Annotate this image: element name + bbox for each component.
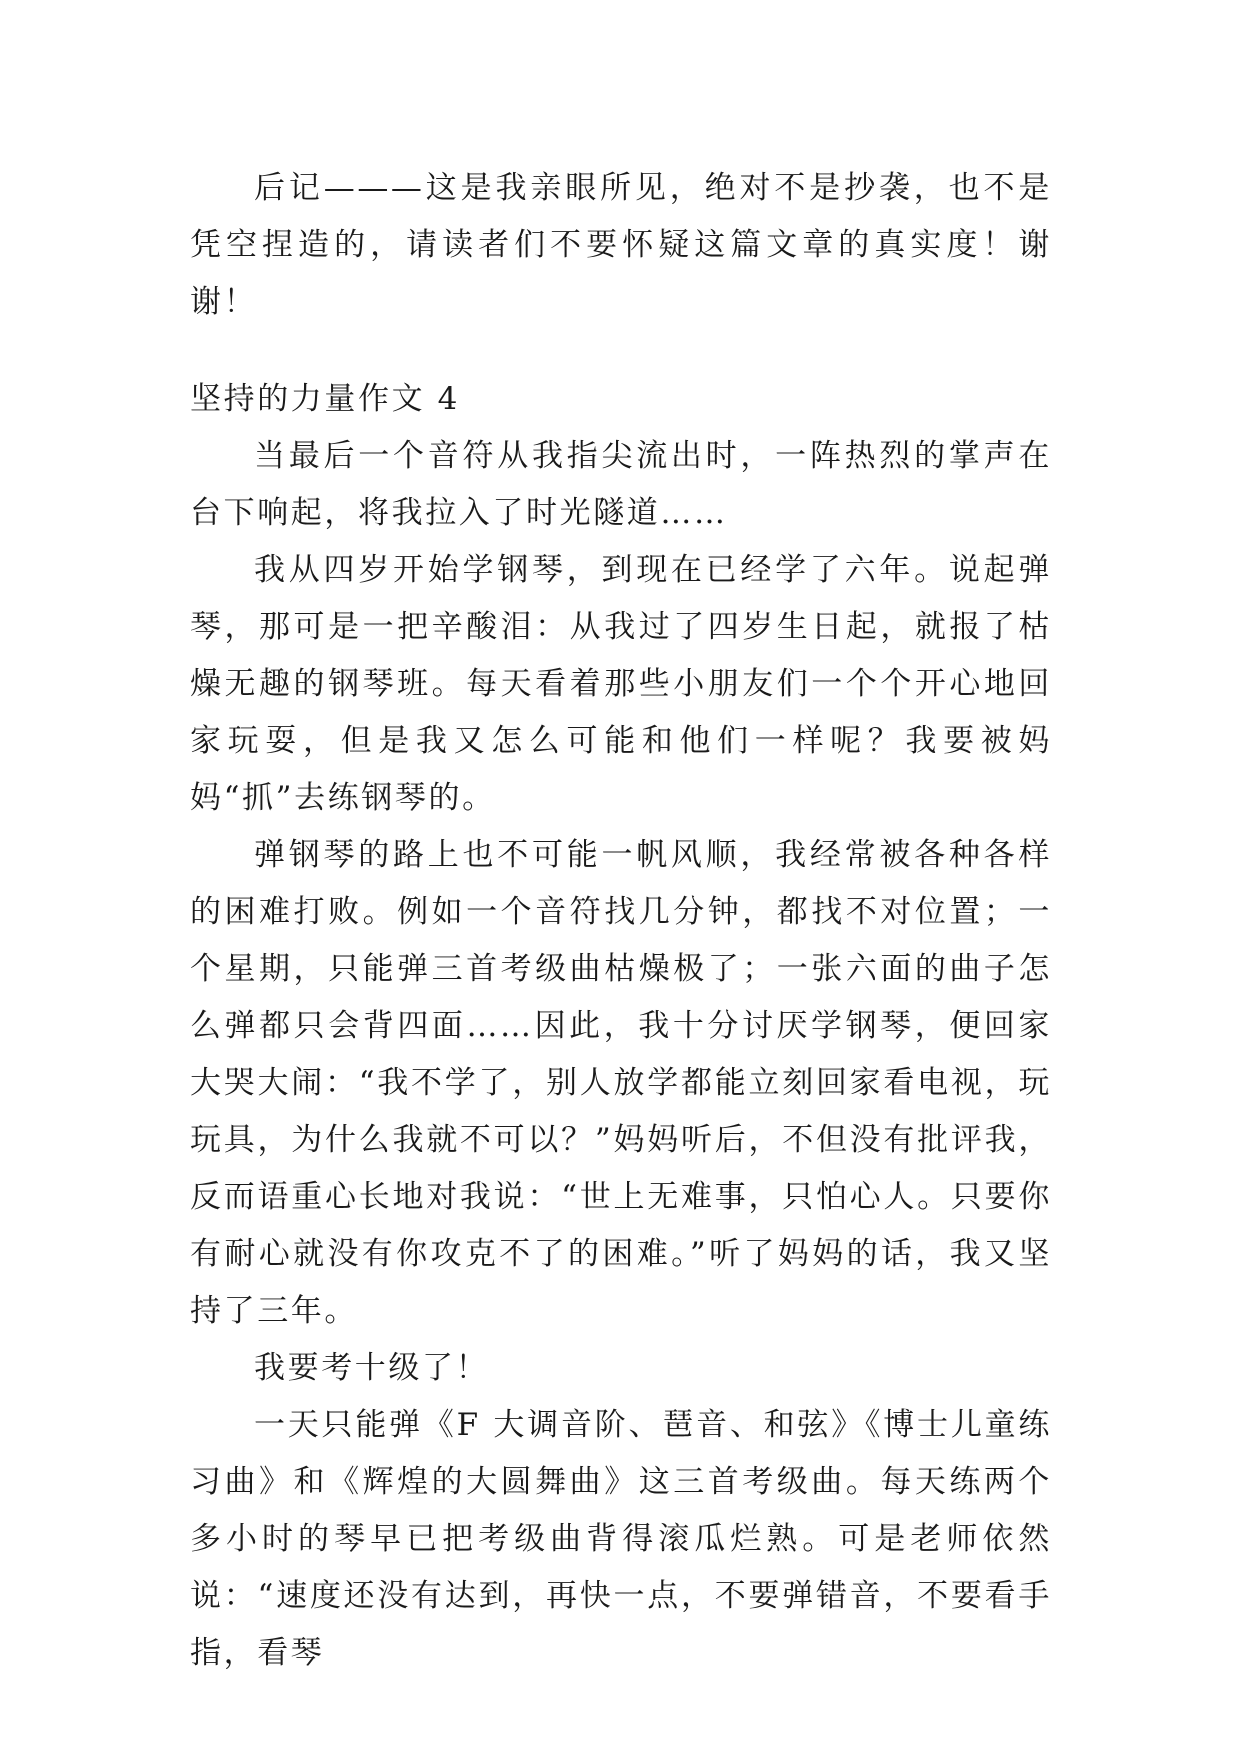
body-paragraph-4: 我要考十级了！: [254, 1350, 490, 1386]
afterword-paragraph: 后记———这是我亲眼所见，绝对不是抄袭，也不是凭空捏造的，请读者们不要怀疑这篇文章的真实度！谢谢！: [190, 170, 1052, 320]
body-paragraph-3: 弹钢琴的路上也不可能一帆风顺，我经常被各种各样的困难打败。例如一个音符找几分钟，都找不对位置；一个星期，只能弹三首考级曲枯燥极了；一张六面的曲子怎么弹都只会背四面……因此，我十分讨厌学钢琴，便回家大哭大闹：“我不学了，别人放学都能立刻回家看电视，玩玩具，为什么我就不可以？”妈妈听后，不但没有批评我，反而语重心长地对我说：“世上无难事，只怕心人。只要你有耐心就没有你攻克不了的困难。”听了妈妈的话，我又坚持了三年。: [190, 837, 1052, 1329]
body-paragraph-1: 当最后一个音符从我指尖流出时，一阵热烈的掌声在台下响起，将我拉入了时光隧道……: [190, 438, 1052, 531]
section-gap: [190, 331, 1052, 371]
body-paragraph-5: 一天只能弹《F 大调音阶、琶音、和弦》《博士儿童练习曲》和《辉煌的大圆舞曲》这三首考级曲。每天练两个多小时的琴早已把考级曲背得滚瓜烂熟。可是老师依然说：“速度还没有达到，再快一点，不要弹错音，不要看手指，看琴: [190, 1407, 1052, 1671]
essay-title: 坚持的力量作文 4: [190, 381, 460, 417]
document-body: [190, 160, 1052, 1682]
body-paragraph-2: 我从四岁开始学钢琴，到现在已经学了六年。说起弹琴，那可是一把辛酸泪：从我过了四岁生日起，就报了枯燥无趣的钢琴班。每天看着那些小朋友们一个个开心地回家玩耍，但是我又怎么可能和他们一样呢？我要被妈妈“抓”去练钢琴的。: [190, 552, 1052, 816]
